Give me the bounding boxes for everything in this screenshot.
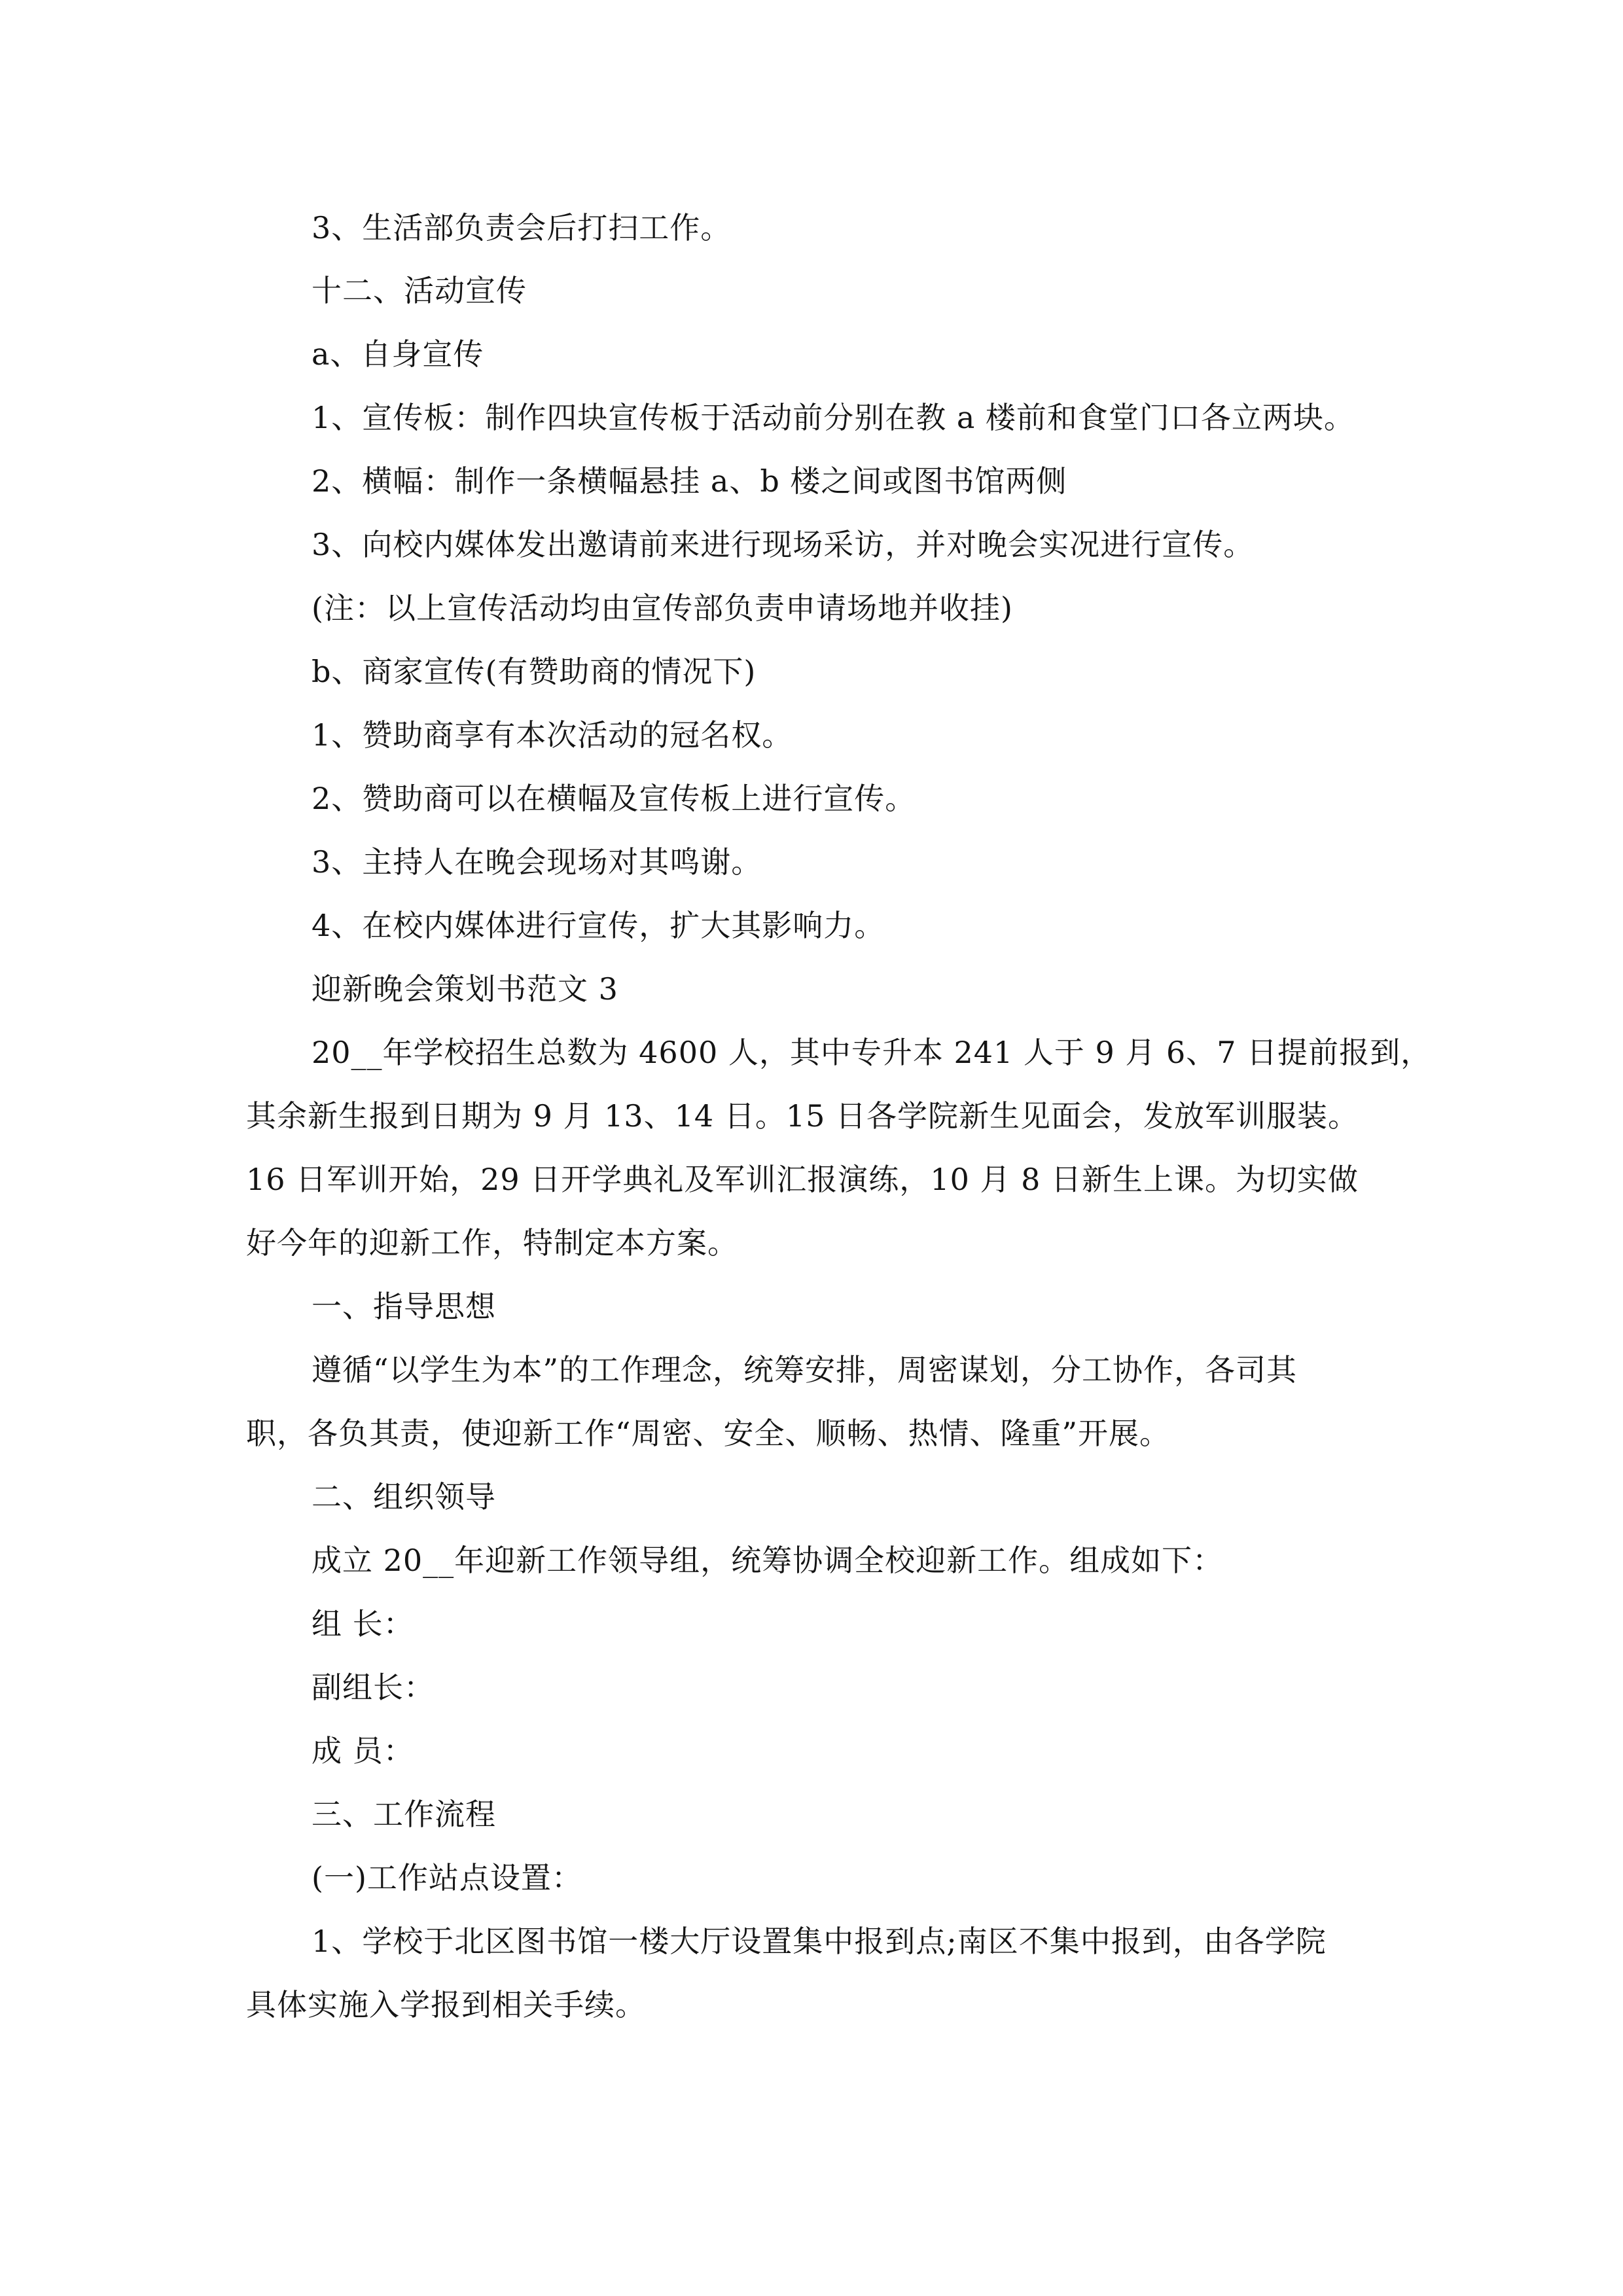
list-item: 3、生活部负责会后打扫工作。	[312, 210, 732, 245]
list-item: 3、向校内媒体发出邀请前来进行现场采访，并对晚会实况进行宣传。	[312, 527, 1255, 562]
paragraph-line: 具体实施入学报到相关手续。	[246, 1987, 646, 2022]
list-item: 4、在校内媒体进行宣传，扩大其影响力。	[312, 908, 885, 943]
list-item: 2、横幅：制作一条横幅悬挂 a、b 楼之间或图书馆两侧	[312, 463, 1067, 499]
paragraph-line: 职，各负其责，使迎新工作“周密、安全、顺畅、热情、隆重”开展。	[246, 1416, 1171, 1451]
list-item: 3、主持人在晚会现场对其鸣谢。	[312, 844, 762, 880]
paragraph-line: 成立 20__年迎新工作领导组，统筹协调全校迎新工作。组成如下：	[312, 1543, 1224, 1578]
list-item: 2、赞助商可以在横幅及宣传板上进行宣传。	[312, 781, 916, 816]
role-label-members: 成 员：	[312, 1733, 414, 1768]
section-heading: 二、组织领导	[312, 1479, 496, 1515]
sub-heading: b、商家宣传(有赞助商的情况下)	[312, 654, 757, 689]
paragraph-line: 其余新生报到日期为 9 月 13、14 日。15 日各学院新生见面会，发放军训服装。	[246, 1098, 1359, 1134]
note: (注：以上宣传活动均由宣传部负责申请场地并收挂)	[312, 590, 1013, 626]
role-label-deputy: 副组长：	[312, 1670, 435, 1705]
section-heading: 三、工作流程	[312, 1797, 496, 1832]
section-heading: 十二、活动宣传	[312, 273, 527, 308]
sub-heading: a、自身宣传	[312, 336, 484, 372]
paragraph-line: 好今年的迎新工作，特制定本方案。	[246, 1225, 738, 1261]
paragraph-line: 20__年学校招生总数为 4600 人，其中专升本 241 人于 9 月 6、7 日提前报到，	[312, 1035, 1432, 1070]
paragraph-line: 遵循“以学生为本”的工作理念，统筹安排，周密谋划，分工协作，各司其	[312, 1352, 1298, 1388]
section-heading: 一、指导思想	[312, 1289, 496, 1324]
paragraph-line: 16 日军训开始，29 日开学典礼及军训汇报演练，10 月 8 日新生上课。为切实做	[246, 1162, 1359, 1197]
paragraph-line: 1、学校于北区图书馆一楼大厅设置集中报到点;南区不集中报到，由各学院	[312, 1924, 1327, 1959]
document-title: 迎新晚会策划书范文 3	[312, 971, 618, 1007]
list-item: 1、宣传板：制作四块宣传板于活动前分别在教 a 楼前和食堂门口各立两块。	[312, 400, 1355, 435]
sub-heading: (一)工作站点设置：	[312, 1860, 582, 1895]
role-label-leader: 组 长：	[312, 1606, 414, 1641]
list-item: 1、赞助商享有本次活动的冠名权。	[312, 717, 793, 753]
